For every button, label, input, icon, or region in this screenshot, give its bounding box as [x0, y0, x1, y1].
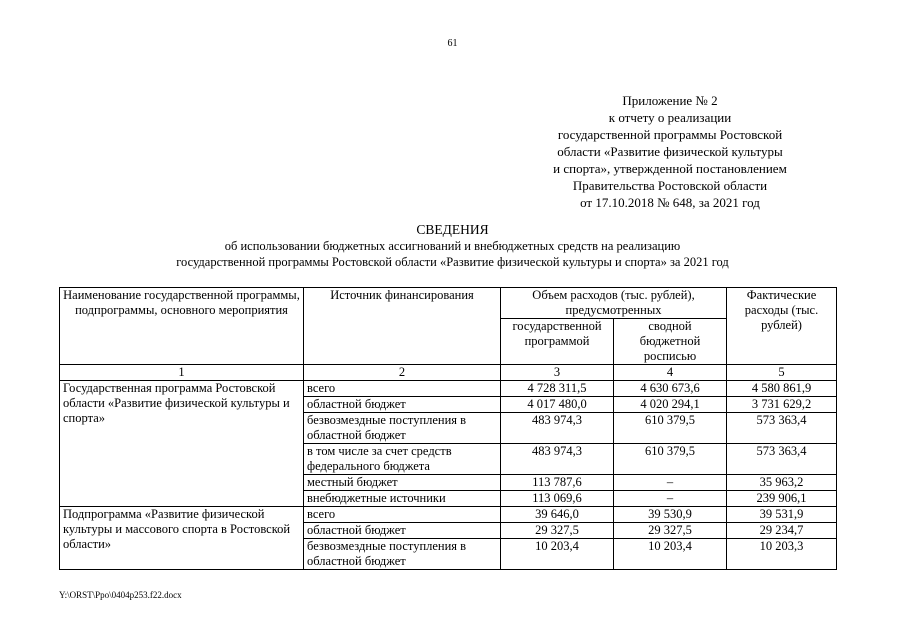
plan-cell: 4 017 480,0 [501, 397, 614, 413]
header-name: Наименование государственной программы, подпрограммы, основного мероприятия [60, 288, 304, 365]
budget-cell: 10 203,4 [614, 539, 727, 570]
document-subtitle [0, 238, 905, 270]
source-cell: в том числе за счет средств федерального бюджета [304, 444, 501, 475]
annex-line: от 17.10.2018 № 648, за 2021 год [580, 195, 760, 210]
source-cell: местный бюджет [304, 475, 501, 491]
annex-line: и спорта», утвержденной постановлением [553, 161, 787, 176]
expenditure-table [59, 287, 837, 570]
actual-cell: 239 906,1 [727, 491, 837, 507]
actual-cell: 10 203,3 [727, 539, 837, 570]
actual-cell: 4 580 861,9 [727, 381, 837, 397]
column-number: 2 [304, 365, 501, 381]
table-row [60, 381, 837, 397]
program-name: Государственная программа Ростовской области «Развитие физической культуры и спорта» [60, 381, 304, 507]
budget-cell: 4 630 673,6 [614, 381, 727, 397]
budget-cell: 610 379,5 [614, 444, 727, 475]
header-volume: Объем расходов (тыс. рублей), предусмотренных [501, 288, 727, 319]
annex-line: Приложение № 2 [622, 93, 718, 108]
plan-cell: 113 787,6 [501, 475, 614, 491]
budget-cell: – [614, 491, 727, 507]
subtitle-line: государственной программы Ростовской области «Развитие физической культуры и спорта» за 2021 год [176, 255, 729, 269]
budget-cell: 4 020 294,1 [614, 397, 727, 413]
column-number: 4 [614, 365, 727, 381]
header-budget-list: сводной бюджетной росписью [614, 319, 727, 365]
annex-line: государственной программы Ростовской [557, 127, 783, 142]
annex-line: Правительства Ростовской области [572, 178, 768, 193]
plan-cell: 10 203,4 [501, 539, 614, 570]
source-cell: безвозмездные поступления в областной бюджет [304, 539, 501, 570]
actual-cell: 29 234,7 [727, 523, 837, 539]
source-cell: внебюджетные источники [304, 491, 501, 507]
source-cell: всего [304, 507, 501, 523]
actual-cell: 573 363,4 [727, 413, 837, 444]
budget-cell: 610 379,5 [614, 413, 727, 444]
subtitle-line: об использовании бюджетных ассигнований и внебюджетных средств на реализацию [224, 239, 681, 253]
plan-cell: 29 327,5 [501, 523, 614, 539]
header-row [60, 288, 837, 319]
plan-cell: 483 974,3 [501, 444, 614, 475]
subprogram-name: Подпрограмма «Развитие физической культуры и массового спорта в Ростовской области» [60, 507, 304, 570]
column-number: 5 [727, 365, 837, 381]
source-cell: безвозмездные поступления в областной бюджет [304, 413, 501, 444]
plan-cell: 483 974,3 [501, 413, 614, 444]
actual-cell: 39 531,9 [727, 507, 837, 523]
annex-line: области «Развитие физической культуры [557, 144, 783, 159]
budget-cell: – [614, 475, 727, 491]
header-actual: Фактические расходы (тыс. рублей) [727, 288, 837, 365]
actual-cell: 573 363,4 [727, 444, 837, 475]
annex-block [520, 92, 820, 211]
column-number: 1 [60, 365, 304, 381]
document-title: СВЕДЕНИЯ [416, 222, 489, 237]
budget-cell: 29 327,5 [614, 523, 727, 539]
actual-cell: 3 731 629,2 [727, 397, 837, 413]
budget-cell: 39 530,9 [614, 507, 727, 523]
header-source: Источник финансирования [304, 288, 501, 365]
plan-cell: 4 728 311,5 [501, 381, 614, 397]
file-path-footer: Y:\ORST\Ppo\0404p253.f22.docx [59, 590, 182, 600]
source-cell: областной бюджет [304, 397, 501, 413]
plan-cell: 113 069,6 [501, 491, 614, 507]
header-state-program: государственной программой [501, 319, 614, 365]
plan-cell: 39 646,0 [501, 507, 614, 523]
actual-cell: 35 963,2 [727, 475, 837, 491]
annex-line: к отчету о реализации [608, 110, 732, 125]
source-cell: всего [304, 381, 501, 397]
column-number-row [60, 365, 837, 381]
table-row [60, 507, 837, 523]
source-cell: областной бюджет [304, 523, 501, 539]
page-number: 61 [447, 38, 458, 49]
column-number: 3 [501, 365, 614, 381]
